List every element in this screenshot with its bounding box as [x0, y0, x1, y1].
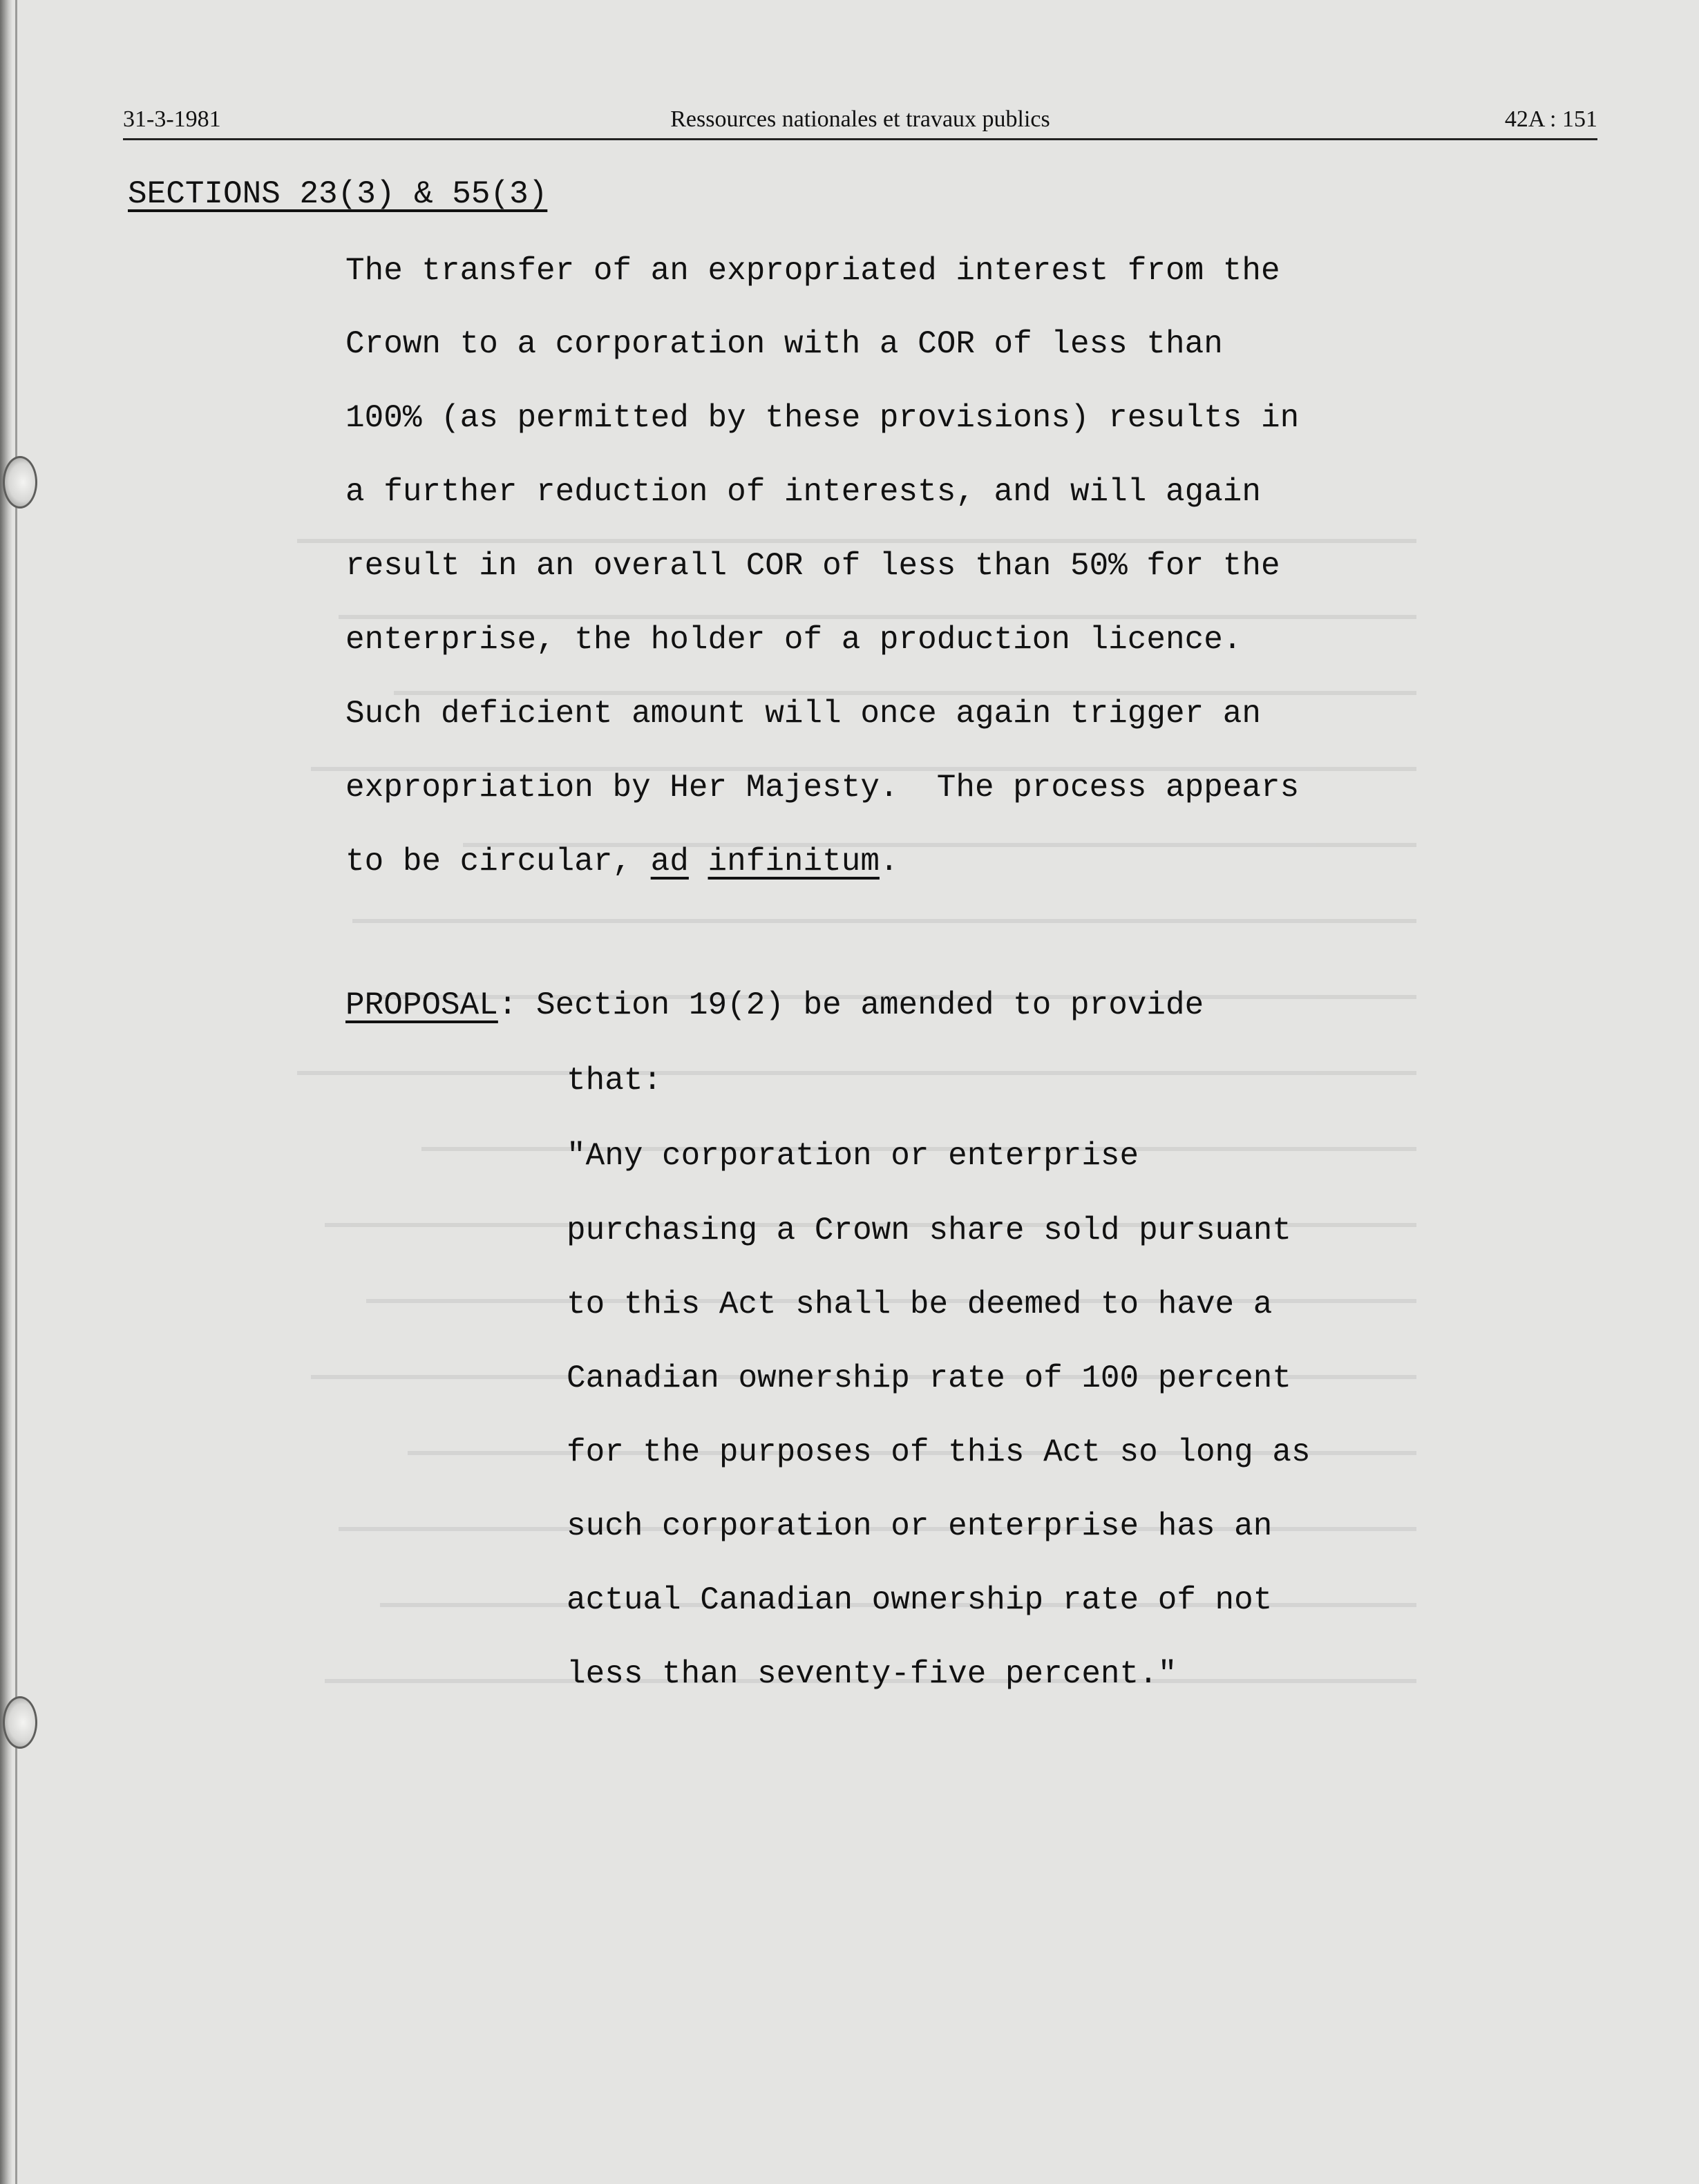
proposal-line — [345, 985, 1204, 1026]
paragraph-line: a further reduction of interests, and will again — [345, 474, 1262, 510]
latin-infinitum: infinitum — [708, 844, 880, 880]
paragraph-line: 100% (as permitted by these provisions) results in — [345, 400, 1300, 436]
proposal-line-2: that: — [567, 1063, 663, 1099]
last-line-suffix: . — [879, 844, 899, 880]
paragraph-line: expropriation by Her Majesty. The process appears — [345, 770, 1300, 806]
paragraph-line: Crown to a corporation with a COR of less than — [345, 326, 1223, 362]
paragraph-line: enterprise, the holder of a production licence. — [345, 622, 1242, 658]
page-edge-line — [15, 0, 17, 2184]
quote-line: actual Canadian ownership rate of not — [567, 1582, 1273, 1618]
binder-hole-bottom — [3, 1696, 37, 1749]
quote-line: such corporation or enterprise has an — [567, 1508, 1273, 1544]
paragraph-last-line — [345, 841, 899, 882]
binder-hole-top — [3, 456, 37, 509]
quote-line: "Any corporation or enterprise — [567, 1138, 1139, 1174]
quote-line: to this Act shall be deemed to have a — [567, 1286, 1273, 1322]
page-edge-shadow — [0, 0, 12, 2184]
header-page-number: 42A : 151 — [1504, 106, 1597, 132]
proposal-text: Section 19(2) be amended to provide — [517, 987, 1204, 1023]
proposal-colon: : — [497, 987, 518, 1023]
latin-ad: ad — [650, 844, 689, 880]
paragraph-line: Such deficient amount will once again trigger an — [345, 696, 1262, 732]
paragraph-line: The transfer of an expropriated interest from the — [345, 253, 1280, 289]
header-date: 31-3-1981 — [123, 106, 221, 132]
paragraph-line: result in an overall COR of less than 50% for the — [345, 548, 1280, 584]
quote-line: for the purposes of this Act so long as — [567, 1434, 1311, 1470]
quote-line: purchasing a Crown share sold pursuant — [567, 1213, 1291, 1248]
proposal-label: PROPOSAL — [345, 987, 498, 1023]
quote-line: Canadian ownership rate of 100 percent — [567, 1360, 1291, 1396]
last-line-prefix: to be circular, — [345, 844, 651, 880]
last-line-space — [689, 844, 708, 880]
section-heading: SECTIONS 23(3) & 55(3) — [128, 176, 548, 212]
quote-line: less than seventy-five percent." — [567, 1656, 1177, 1692]
page-header — [123, 97, 1597, 140]
header-title: Ressources nationales et travaux publics — [670, 106, 1050, 132]
